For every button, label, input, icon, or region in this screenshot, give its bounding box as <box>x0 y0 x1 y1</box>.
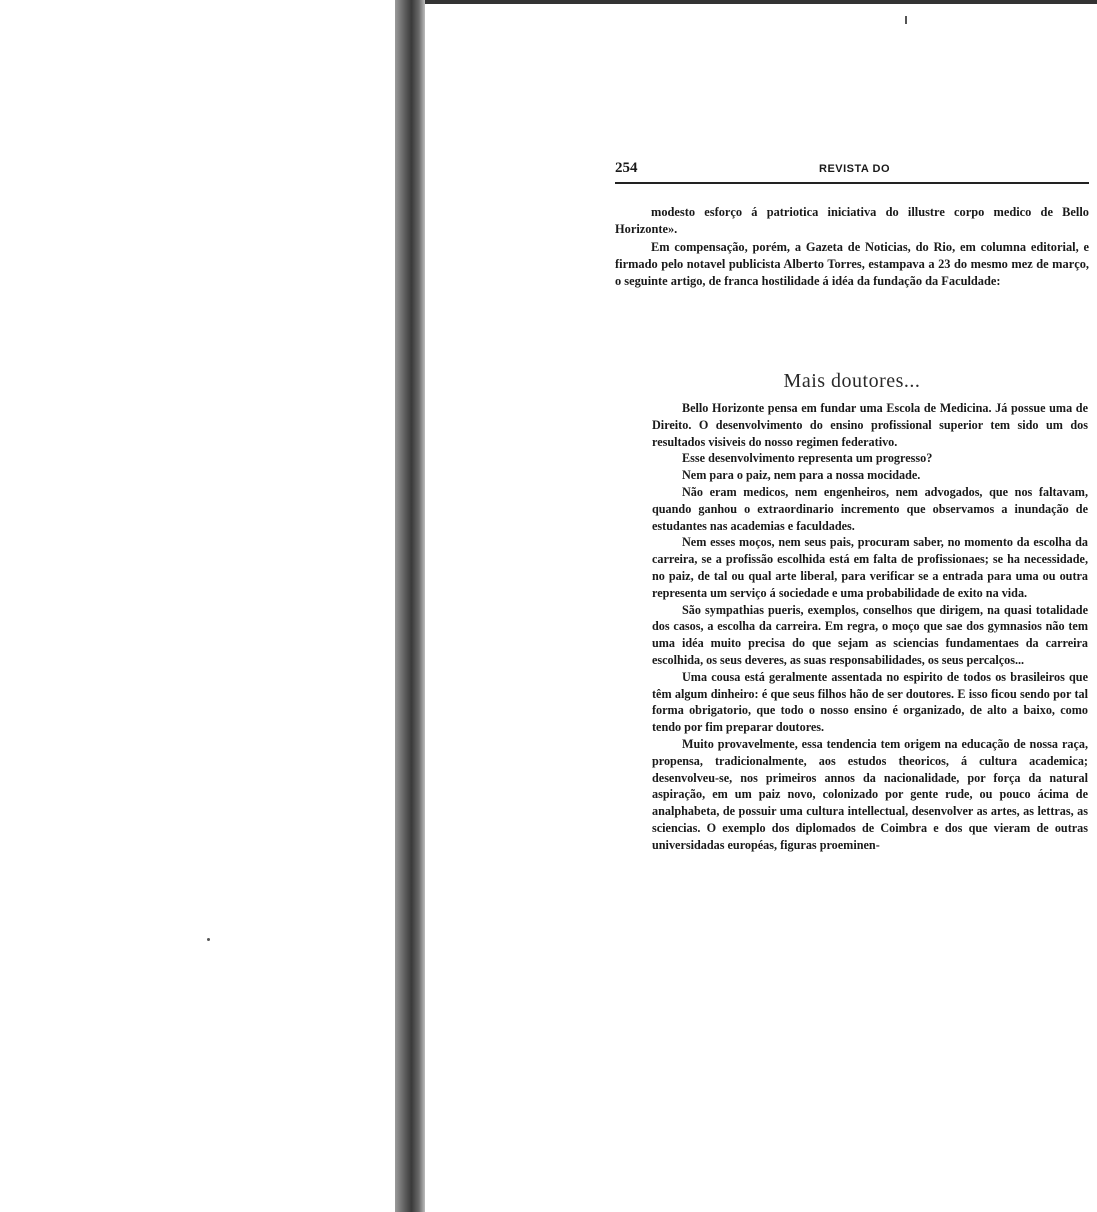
intro-text <box>615 204 1089 290</box>
page-header <box>615 160 1089 184</box>
running-head: REVISTA DO <box>819 163 891 175</box>
article-paragraph: São sympathias pueris, exemplos, conselhos que dirigem, na quasi totalidade dos casos, a escolha da carreira. Em regra, o moço que sae dos gymnasios não tem uma idéa muito precisa do que sejam as sciencias fundamentaes da carreira escolhida, os seus deveres, as suas responsabilidades, os seus percalços... <box>652 602 1088 667</box>
paper-speck <box>905 16 907 24</box>
article-paragraph: Nem para o paiz, nem para a nossa mocidade. <box>682 468 921 483</box>
article-paragraph: Esse desenvolvimento representa um progresso? <box>682 451 933 466</box>
left-blank-page <box>0 0 395 1212</box>
article-body <box>652 400 1088 854</box>
intro-paragraph: Em compensação, porém, a Gazeta de Noticias, do Rio, em columna editorial, e firmado pelo notavel publicista Alberto Torres, estampava a 23 do mesmo mez de março, o seguinte artigo, de franca hostilidade á idéa da fundação da Faculdade: <box>615 239 1089 289</box>
article-paragraph: Não eram medicos, nem engenheiros, nem advogados, que nos faltavam, quando ganhou o extraordinario incremento que observamos a inundação de estudantes nas academias e faculdades. <box>652 484 1088 533</box>
article-paragraph: Nem esses moços, nem seus pais, procuram saber, no momento da escolha da carreira, se a profissão escolhida está em falta de profissionaes; se ha necessidade, no paiz, de tal ou qual arte liberal, para verificar se a entrada para uma ou outra representa um serviço á sociedade e uma probabilidade de exito na vida. <box>652 535 1088 600</box>
article-paragraph: Muito provavelmente, essa tendencia tem origem na educação de nossa raça, propensa, tradicionalmente, aos estudos theoricos, á cultura academica; desenvolveu-se, nos primeiros annos da nacionalidade, por força da natural aspiração, em um paiz novo, colonizado por gente rude, ou pouco ácima de analphabeta, de possuir uma cultura intellectual, desenvolver as artes, as lettras, as sciencias. O exemplo dos diplomados de Coimbra e dos que vieram de outras universidadas européas, figuras proeminen- <box>652 736 1088 852</box>
intro-paragraph: modesto esforço á patriotica iniciativa do illustre corpo medico de Bello Horizonte». <box>615 205 1089 237</box>
article-title: Mais doutores... <box>783 370 921 392</box>
article-paragraph: Bello Horizonte pensa em fundar uma Escola de Medicina. Já possue uma de Direito. O desenvolvimento do ensino profissional superior tem sido um dos resultados visiveis do nosso regimen federativo. <box>652 401 1088 449</box>
book-gutter <box>395 0 425 1212</box>
top-edge-shadow <box>425 0 1097 4</box>
paper-speck <box>207 938 210 941</box>
page-number: 254 <box>615 160 638 176</box>
article-paragraph: Uma cousa está geralmente assentada no espirito de todos os brasileiros que têm algum dinheiro: é que seus filhos hão de ser doutores. E isso ficou sendo por tal forma obrigatorio, que todo o nosso ensino é organizado, de alto a baixo, como tendo por fim preparar doutores. <box>652 669 1088 735</box>
